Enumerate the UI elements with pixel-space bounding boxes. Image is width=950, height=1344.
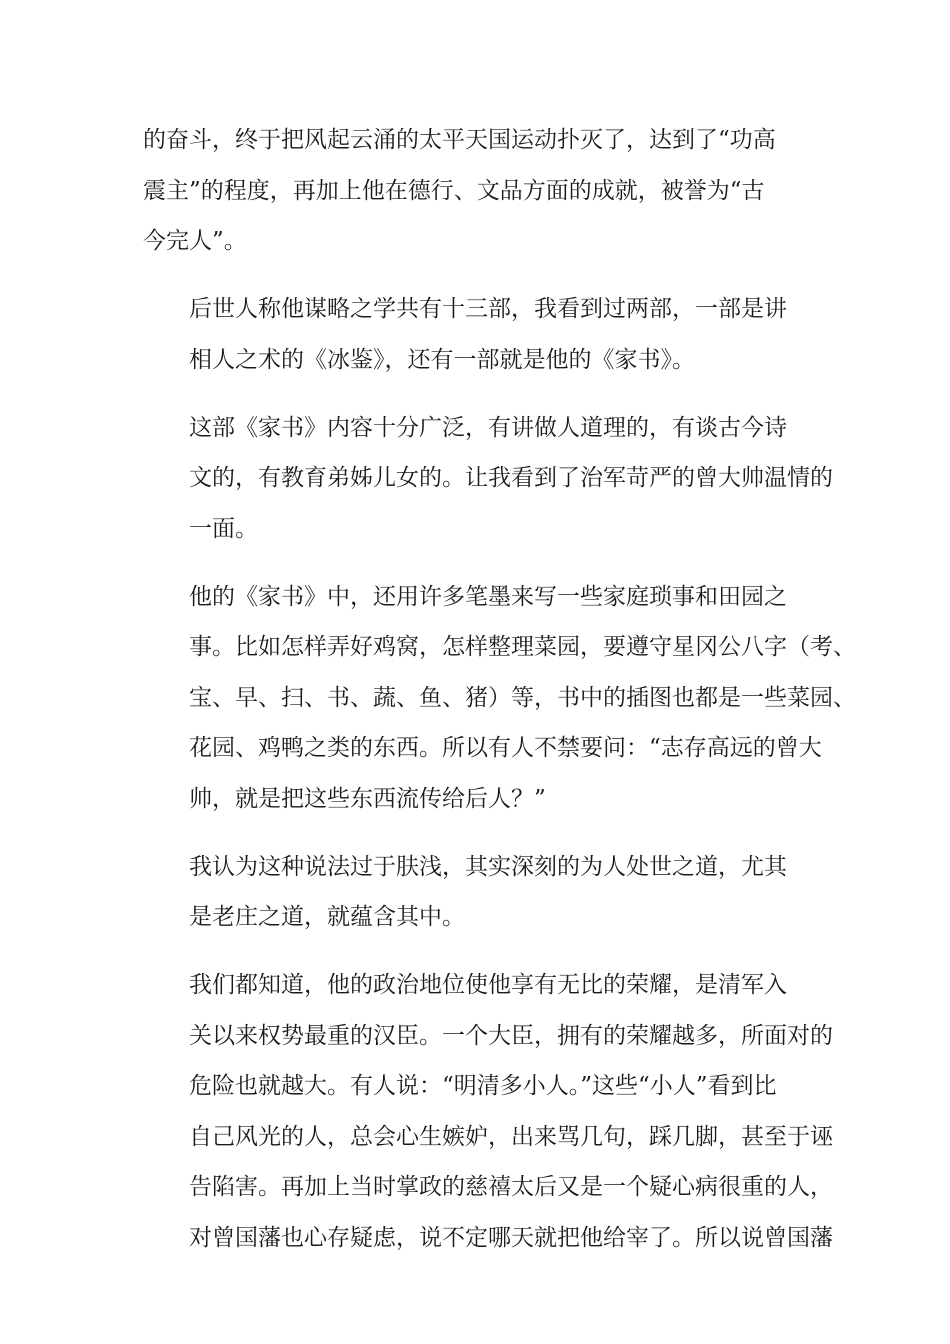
document-body	[143, 115, 856, 1281]
text-line: 帅，就是把这些东西流传给后人？”	[189, 785, 546, 812]
text-line: 我认为这种说法过于肤浅，其实深刻的为人处世之道，尤其	[189, 853, 787, 880]
text-line: 这部《家书》内容十分广泛，有讲做人道理的，有谈古今诗	[189, 414, 787, 441]
text-line: 我们都知道，他的政治地位使他享有无比的荣耀，是清军入	[189, 972, 787, 998]
paragraph	[143, 960, 833, 1263]
text-line: 自己风光的人，总会心生嫉妒，出来骂几句，踩几脚，甚至于诬	[189, 1123, 833, 1150]
paragraph	[143, 842, 813, 943]
paragraph	[143, 115, 813, 267]
text-line: 花园、鸡鸭之类的东西。所以有人不禁要问：“志存高远的曾大	[189, 735, 822, 761]
paragraph	[143, 403, 833, 555]
text-line: 关以来权势最重的汉臣。一个大臣，拥有的荣耀越多，所面对的	[189, 1022, 833, 1049]
text-line: 宝、早、扫、书、蔬、鱼、猪）等，书中的插图也都是一些菜园、	[189, 684, 856, 711]
text-line: 事。比如怎样弄好鸡窝，怎样整理菜园，要遵守星冈公八字（考、	[189, 634, 856, 660]
text-line: 一面。	[189, 515, 258, 542]
paragraph	[143, 572, 856, 825]
text-line: 相人之术的《冰鉴》，还有一部就是他的《家书》。	[189, 346, 695, 373]
text-line: 震主”的程度，再加上他在德行、文品方面的成就，被誉为“古	[143, 177, 765, 204]
text-line: 是老庄之道，就蕴含其中。	[189, 904, 465, 930]
text-line: 对曾国藩也心存疑虑，说不定哪天就把他给宰了。所以说曾国藩	[189, 1224, 833, 1251]
text-line: 文的，有教育弟姊儿女的。让我看到了治军苛严的曾大帅温情的	[189, 465, 833, 491]
text-line: 的奋斗，终于把风起云涌的太平天国运动扑灭了，达到了“功高	[143, 127, 776, 153]
paragraph	[143, 284, 813, 385]
text-line: 他的《家书》中，还用许多笔墨来写一些家庭琐事和田园之	[189, 583, 787, 610]
text-line: 后世人称他谋略之学共有十三部，我看到过两部，一部是讲	[189, 296, 787, 322]
text-line: 告陷害。再加上当时掌政的慈禧太后又是一个疑心病很重的人，	[189, 1174, 833, 1200]
text-line: 危险也就越大。有人说：“明清多小人。”这些“小人”看到比	[189, 1073, 777, 1099]
text-line: 今完人”。	[143, 228, 247, 254]
